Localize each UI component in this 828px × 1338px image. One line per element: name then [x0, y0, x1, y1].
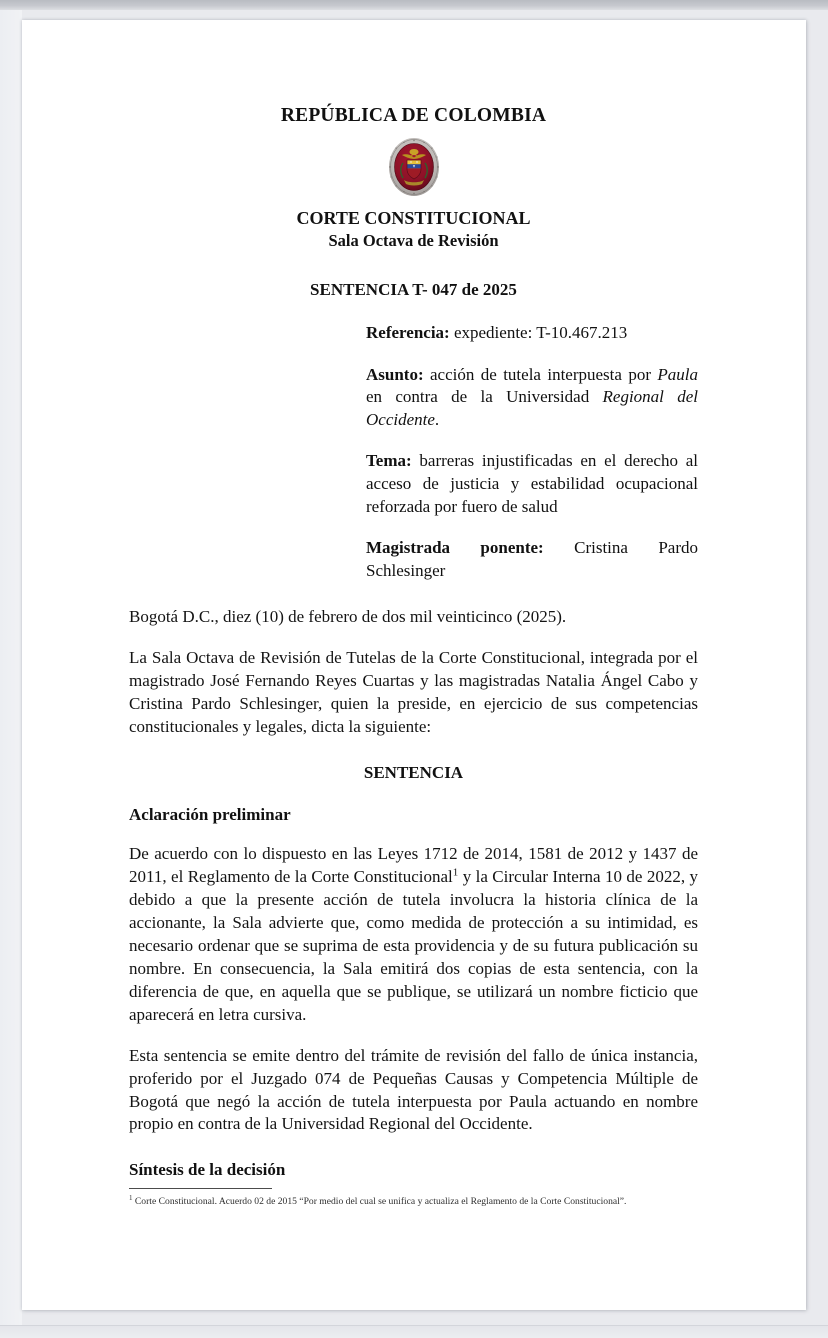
- aclaracion-paragraph: [129, 843, 698, 1027]
- page-subtitle-chamber: Sala Octava de Revisión: [328, 231, 499, 250]
- section-heading-aclaracion-preliminar: Aclaración preliminar: [129, 805, 291, 825]
- metadata-magistrada: [366, 537, 698, 582]
- sentence-number-heading: SENTENCIA T- 047 de 2025: [310, 280, 517, 299]
- footnote-entry: [129, 1195, 698, 1208]
- viewer-top-bar: [0, 0, 828, 10]
- magistrada-value: Cristina Pardo Schlesinger: [366, 538, 698, 580]
- footnote-body-text: Corte Constitucional. Acuerdo 02 de 2015 “Por medio del cual se unifica y actualiza el Reglamento de la Corte Constitucional”.: [134, 1196, 627, 1207]
- referencia-value: expediente: T-10.467.213: [453, 323, 628, 342]
- section-heading-sintesis-decision: Síntesis de la decisión: [129, 1160, 286, 1180]
- referencia-label: Referencia:: [366, 323, 450, 342]
- tema-value: barreras injustificadas en el derecho al acceso de justicia y estabilidad ocupacional reforzada por fuero de salud: [366, 451, 698, 516]
- footnote-area: [129, 1188, 698, 1208]
- place-and-date: Bogotá D.C., diez (10) de febrero de dos mil veinticinco (2025).: [129, 607, 567, 627]
- asunto-party-name: Paula: [657, 364, 698, 384]
- asunto-text-3: .: [434, 409, 440, 429]
- colombia-coat-of-arms-seal-icon: [380, 136, 448, 198]
- page-title-republic: REPÚBLICA DE COLOMBIA: [280, 105, 547, 126]
- document-page: [22, 20, 806, 1310]
- metadata-referencia: [366, 322, 698, 345]
- revision-scope-paragraph: Esta sentencia se emite dentro del trámite de revisión del fallo de única instancia, proferido por el Juzgado 074 de Pequeñas Causas y Competencia Múltiple de Bogotá que negó la acción de tutela interpuesta por Paula actuando en nombre propio en contra de la Universidad Regional del Occidente.: [129, 1045, 698, 1134]
- magistrada-label: Magistrada ponente:: [366, 538, 544, 558]
- asunto-label: Asunto:: [366, 364, 424, 384]
- footnote-separator-rule: [129, 1188, 272, 1189]
- emblem-container: [129, 136, 698, 198]
- metadata-tema: [366, 450, 698, 518]
- asunto-text-2: en contra de la Universidad: [366, 387, 590, 407]
- aclaracion-text-before-footnote: De acuerdo con lo dispuesto en las Leyes 1712 de 2014, 1581 de 2012 y 1437 de 2011, el Reglamento de la Corte Constitucional: [129, 844, 698, 887]
- sentencia-word-heading: SENTENCIA: [363, 763, 464, 783]
- case-metadata-block: [129, 322, 698, 582]
- viewer-left-gutter: [0, 10, 22, 1326]
- aclaracion-text-after-footnote: y la Circular Interna 10 de 2022, y debido a que la presente acción de tutela involucra la historia clínica de la accionante, la Sala advierte que, como medida de protección a su intimidad, es necesario ordenar que se suprima de esta providencia y de su futura publicación su nombre. En consecuencia, la Sala emitirá dos copias de esta sentencia, con la diferencia de que, en aquella que se publique, se utilizará un nombre ficticio que aparecerá en letra cursiva.: [129, 867, 699, 1024]
- footnote-number: 1: [129, 1193, 133, 1202]
- metadata-asunto: [366, 364, 698, 432]
- asunto-text-1: acción de tutela interpuesta por: [430, 364, 651, 384]
- viewer-bottom-bar: [0, 1325, 828, 1338]
- footnote-reference-marker[interactable]: 1: [452, 866, 459, 879]
- asunto-university-name: Regional del Occidente: [366, 387, 698, 429]
- chamber-composition-paragraph: La Sala Octava de Revisión de Tutelas de la Corte Constitucional, integrada por el magistrado José Fernando Reyes Cuartas y las magistradas Natalia Ángel Cabo y Cristina Pardo Schlesinger, quien la preside, en ejercicio de sus competencias constitucionales y legales, dicta la siguiente:: [129, 648, 698, 737]
- page-title-court: CORTE CONSTITUCIONAL: [296, 208, 531, 228]
- tema-label: Tema:: [366, 451, 412, 471]
- page-content: [129, 105, 698, 1180]
